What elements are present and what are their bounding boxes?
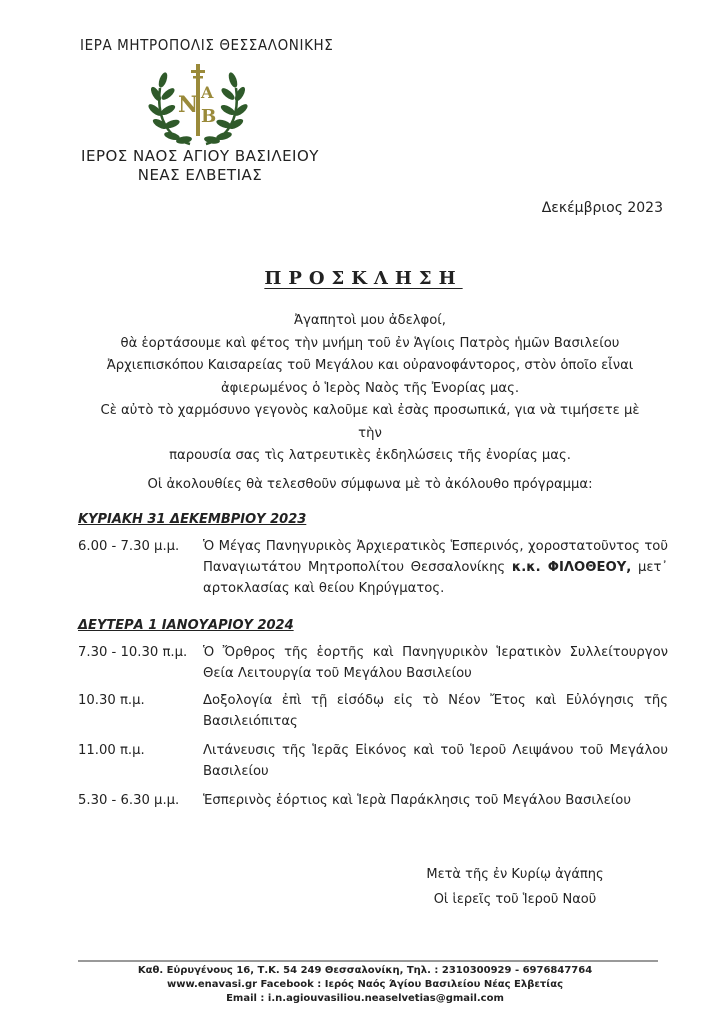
title-text: ΠΡΟΣΚΛΗΣΗ [264, 268, 463, 289]
event-desc-text: μετ᾽ αρτοκλασίας καὶ θείου Κηρύγματος. [203, 560, 669, 596]
schedule-row [78, 642, 668, 684]
closing-line1: Μετὰ τῆς ἐν Κυρίῳ ἀγάπης [426, 867, 604, 882]
svg-text:N: N [178, 92, 199, 118]
intro-greeting: Ἀγαπητοὶ μου ἀδελφοί, [294, 313, 446, 328]
website-link[interactable]: www.enavasi.gr [166, 979, 258, 990]
intro-line: θὰ ἑορτάσουμε καὶ φέτος τὴν μνήμη τοῦ ἐν Ἁγίοις Πατρὸς ἡμῶν Βασιλείου [120, 335, 620, 351]
email-link[interactable]: i.n.agiouvasiliou.neaselvetias@gmail.com [267, 993, 504, 1004]
intro-text [90, 310, 650, 496]
intro-line: Cὲ αὐτὸ τὸ χαρμόσυνο γεγονὸς καλοῦμε καὶ ἐσὰς προσωπικά, για νὰ τιμήσετε μὲ τὴν [100, 403, 640, 441]
svg-text:Α: Α [201, 83, 214, 102]
schedule-row [78, 536, 668, 599]
event-time: 11.00 π.μ. [78, 743, 145, 758]
schedule-row [78, 690, 668, 732]
event-description: Ὁ Ὄρθρος τῆς ἑορτῆς καὶ Πανηγυρικὸν Ἱερατικὸν Συλλείτουργον Θεία Λειτουργία τοῦ Μεγάλου Βασιλείου [203, 645, 668, 681]
footer-web-line [60, 978, 670, 992]
schedule-row [78, 790, 668, 811]
church-name-line1: ΙΕΡΟΣ ΝΑΟΣ ΑΓΙΟΥ ΒΑΣΙΛΕΙΟΥ [81, 147, 319, 165]
metropolitan-name: κ.κ. ΦΙΛΟΘΕΟΥ, [511, 560, 632, 575]
event-description: Ἑσπερινὸς ἑόρτιος καὶ Ἱερὰ Παράκλησις τοῦ Μεγάλου Βασιλείου [203, 793, 631, 808]
email-label: Email : [226, 993, 268, 1004]
event-time: 6.00 - 7.30 μ.μ. [78, 539, 180, 554]
event-time: 5.30 - 6.30 μ.μ. [78, 793, 180, 808]
intro-line: παρουσία σας τὶς λατρευτικὲς ἐκδηλώσεις τῆς ἐνορίας μας. [169, 448, 571, 463]
metropolis-name: ΙΕΡΑ ΜΗΤΡΟΠΟΛΙΣ ΘΕΣΣΑΛΟΝΙΚΗΣ [80, 36, 334, 54]
event-description [203, 536, 668, 599]
event-time: 10.30 π.μ. [78, 693, 145, 708]
event-description: Λιτάνευσις τῆς Ἱερᾶς Εἰκόνος καὶ τοῦ Ἱεροῦ Λειψάνου τοῦ Μεγάλου Βασιλείου [203, 743, 668, 779]
day-heading: ΚΥΡΙΑΚΗ 31 ΔΕΚΕΜΒΡΙΟΥ 2023 [78, 512, 307, 527]
document-date: Δεκέμβριος 2023 [541, 200, 663, 216]
footer-address: Καθ. Εὐρυγένους 16, Τ.Κ. 54 249 Θεσσαλονίκη, Τηλ. : 2310300929 - 6976847764 [137, 965, 593, 976]
program-intro: Οἱ ἀκολουθίες θὰ τελεσθοῦν σύμφωνα μὲ τὸ ἀκόλουθο πρόγραμμα: [147, 476, 593, 492]
church-name-line2: ΝΕΑΣ ΕΛΒΕΤΙΑΣ [137, 166, 263, 184]
intro-line: ἀφιερωμένος ὁ Ἱερὸς Ναὸς τῆς Ἐνορίας μας. [220, 380, 520, 396]
document-title [0, 268, 727, 289]
footer-email-line [60, 992, 670, 1006]
footer-contact [60, 964, 670, 1006]
day-heading: ΔΕΥΤΕΡΑ 1 ΙΑΝΟΥΑΡΙΟΥ 2024 [78, 618, 294, 633]
intro-line: Ἀρχιεπισκόπου Καισαρείας τοῦ Μεγάλου και οὐρανοφάντορος, στὸν ὁποῖο εἶναι [106, 358, 634, 373]
closing-signature [420, 862, 610, 912]
facebook-text: Facebook : Ιερός Ναός Άγίου Βασιλείου Νέας Ελβετίας [257, 979, 564, 990]
church-name [60, 147, 340, 185]
event-desc-text: Ὁ Μέγας Πανηγυρικὸς Ἀρχιερατικὸς Ἑσπερινός, χοροστατοῦντος τοῦ Παναγιωτάτου Μητροπολίτου Θεσσαλονίκης [203, 539, 668, 575]
svg-text:Β: Β [201, 106, 217, 127]
footer-divider [78, 960, 658, 962]
event-time: 7.30 - 10.30 π.μ. [78, 645, 188, 660]
monogram-icon [178, 64, 216, 136]
event-description: Δοξολογία ἐπὶ τῇ εἰσόδῳ εἰς τὸ Νέον Ἔτος καὶ Εὐλόγησις τῆς Βασιλειόπιτας [203, 693, 668, 729]
closing-line2: Οἱ ἱερεῖς τοῦ Ἱεροῦ Ναοῦ [433, 892, 597, 907]
church-emblem-icon [148, 58, 248, 150]
schedule-row [78, 740, 668, 782]
church-emblem-icon [148, 58, 248, 150]
